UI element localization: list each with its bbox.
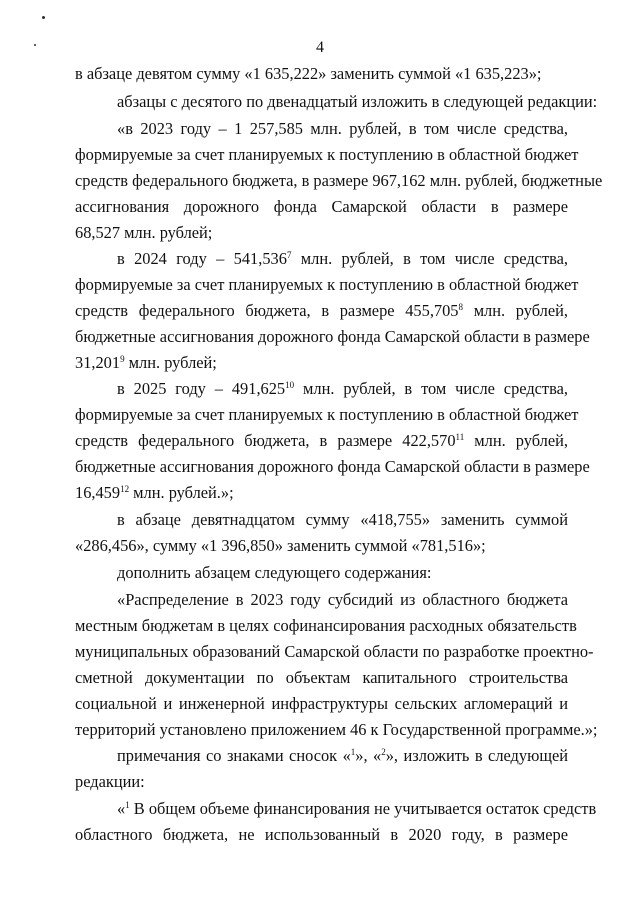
- text-line: «Распределение в 2023 году субсидий из областного бюджета: [117, 590, 568, 609]
- text-line: бюджетные ассигнования дорожного фонда Самарской области в размере: [75, 327, 590, 346]
- footnote-ref: 2: [381, 747, 386, 757]
- text-line: дополнить абзацем следующего содержания:: [117, 563, 432, 582]
- text-line: в абзаце девятнадцатом сумму «418,755» заменить суммой: [117, 510, 568, 529]
- footnote-ref: 11: [455, 432, 465, 442]
- footnote-ref: 8: [458, 302, 464, 312]
- text-line: местным бюджетам в целях софинансирования расходных обязательств: [75, 616, 577, 635]
- text-line: «$^1$ В общем объеме финансирования не учитывается остаток средств: [117, 799, 597, 818]
- text-line: сметной документации по объектам капитального строительства: [75, 668, 568, 687]
- text-line: формируемые за счет планируемых к поступлению в областной бюджет: [75, 405, 579, 424]
- text-line: «286,456», сумму «1 396,850» заменить суммой «781,516»;: [75, 536, 486, 555]
- text-line: в абзаце девятом сумму «1 635,222» заменить суммой «1 635,223»;: [75, 64, 542, 83]
- text-line: формируемые за счет планируемых к поступлению в областной бюджет: [75, 275, 579, 294]
- text-line: редакции:: [75, 772, 145, 791]
- footnote-ref: 7: [286, 250, 292, 260]
- text-line: средств федерального бюджета, в размере 967,162 млн. рублей, бюджетные: [75, 171, 603, 190]
- text-line: 16,459$^{12}$ млн. рублей.»;: [75, 483, 234, 502]
- text-line: «в 2023 году – 1 257,585 млн. рублей, в том числе средства,: [117, 119, 568, 138]
- footnote-ref: 10: [285, 380, 295, 390]
- text-line: ассигнования дорожного фонда Самарской области в размере: [75, 197, 568, 216]
- page-number: 4: [316, 39, 324, 56]
- text-line: бюджетные ассигнования дорожного фонда Самарской области в размере: [75, 457, 590, 476]
- text-line: социальной и инженерной инфраструктуры сельских агломераций и: [75, 694, 568, 713]
- text-line: формируемые за счет планируемых к поступлению в областной бюджет: [75, 145, 579, 164]
- text-line: в 2025 году – 491,625$^{10}$ млн. рублей, в том числе средства,: [117, 379, 568, 398]
- footnote-ref: 9: [120, 354, 125, 364]
- footnote-ref: 1: [125, 800, 130, 810]
- text-line: в 2024 году – 541,536$^7$ млн. рублей, в том числе средства,: [117, 249, 569, 268]
- text-line: 31,201$^9$ млн. рублей;: [75, 353, 217, 372]
- footnote-ref: 12: [120, 484, 130, 494]
- text-line: средств федерального бюджета, в размере 422,570$^{11}$ млн. рублей,: [75, 431, 568, 450]
- scan-speck: [42, 16, 45, 19]
- text-line: 68,527 млн. рублей;: [75, 223, 213, 242]
- footnote-ref: 1: [350, 747, 356, 757]
- text-line: средств федерального бюджета, в размере 455,705$^8$ млн. рублей,: [75, 301, 568, 320]
- text-line: областного бюджета, не использованный в 2020 году, в размере: [75, 825, 568, 844]
- text-line: абзацы с десятого по двенадцатый изложить в следующей редакции:: [117, 92, 598, 111]
- text-line: муниципальных образований Самарской области по разработке проектно-: [75, 642, 594, 661]
- text-line: территорий установлено приложением 46 к Государственной программе.»;: [75, 720, 598, 739]
- text-line: примечания со знаками сносок «$^1$», «$^2$», изложить в следующей: [117, 746, 568, 765]
